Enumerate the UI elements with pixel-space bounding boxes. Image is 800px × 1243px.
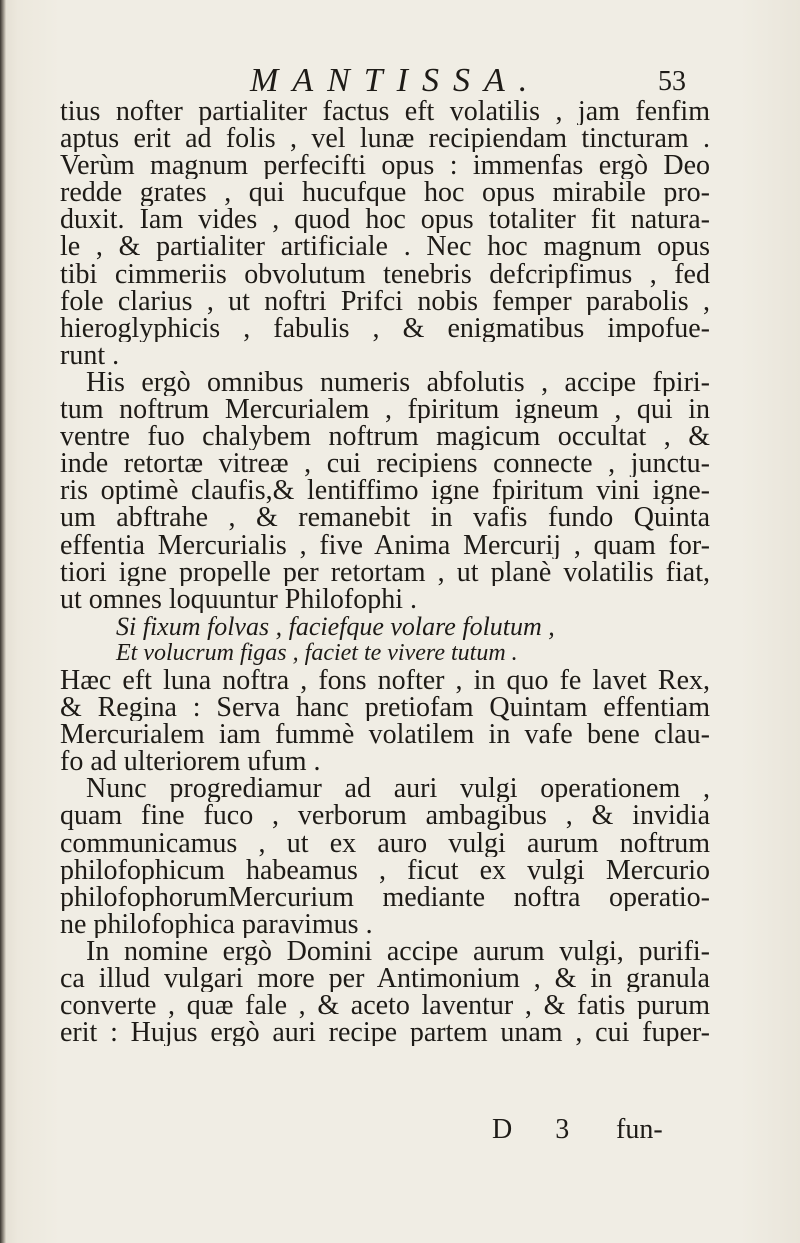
text-line: ca illud vulgari more per Antimonium , & in granula bbox=[60, 965, 710, 993]
text-line: aptus erit ad folis , vel lunæ recipiendam tincturam . bbox=[60, 125, 710, 153]
text-line: redde grates , qui hucufque hoc opus mirabile pro- bbox=[60, 179, 710, 207]
text-line: ris optimè claufis,& lentiffimo igne fpiritum vini igne- bbox=[60, 477, 710, 505]
text-line: tiori igne propelle per retortam , ut planè volatilis fiat, bbox=[60, 558, 710, 586]
text-line: His ergò omnibus numeris abfolutis , accipe fpiri- bbox=[86, 368, 710, 397]
text-line: & Regina : Serva hanc pretiofam Quintam effentiam bbox=[60, 694, 710, 722]
text-line: le , & partialiter artificiale . Nec hoc magnum opus bbox=[60, 233, 710, 261]
page-footer bbox=[60, 1114, 700, 1150]
text-line: inde retortæ vitreæ , cui recipiens connecte , junctu- bbox=[60, 450, 710, 478]
page-header bbox=[60, 62, 700, 102]
text-line: philofophicum habeamus , ficut ex vulgi Mercurio bbox=[60, 856, 710, 884]
text-line: hieroglyphicis , fabulis , & enigmatibus impofue- bbox=[60, 314, 710, 342]
text-line: philofophorumMercurium mediante noftra operatio- bbox=[60, 883, 710, 911]
text-line: Mercurialem iam fummè volatilem in vafe bene clau- bbox=[60, 721, 710, 749]
text-line: Nunc progrediamur ad auri vulgi operationem , bbox=[86, 775, 710, 803]
text-line: Et volucrum figas , faciet te vivere tutum . bbox=[116, 639, 518, 666]
text-line: um abftrahe , & remanebit in vafis fundo Quinta bbox=[60, 504, 710, 532]
page-number: 53 bbox=[658, 66, 686, 97]
book-spine-shadow bbox=[0, 0, 6, 1243]
text-line: duxit. Iam vides , quod hoc opus totaliter fit natura- bbox=[60, 206, 710, 234]
catchword: fun- bbox=[616, 1114, 663, 1145]
signature-mark: D 3 bbox=[492, 1114, 588, 1145]
text-line: tum noftrum Mercurialem , fpiritum igneum , qui in bbox=[60, 396, 710, 424]
text-line: ventre fuo chalybem noftrum magicum occultat , & bbox=[60, 423, 710, 451]
text-line: tius nofter partialiter factus eft volatilis , jam fenfim bbox=[60, 98, 710, 126]
text-line: runt . bbox=[60, 341, 120, 369]
text-line: converte , quæ fale , & aceto laventur , & fatis purum bbox=[60, 992, 710, 1020]
text-line: fo ad ulteriorem ufum . bbox=[60, 748, 321, 776]
text-line: In nomine ergò Domini accipe aurum vulgi, purifi- bbox=[86, 937, 710, 965]
text-line: communicamus , ut ex auro vulgi aurum noftrum bbox=[60, 829, 710, 857]
text-line: Si fixum folvas , faciefque volare folutum , bbox=[116, 612, 555, 640]
text-line: quam fine fuco , verborum ambagibus , & invidia bbox=[60, 802, 710, 830]
text-line: Hæc eft luna noftra , fons nofter , in quo fe lavet Rex, bbox=[60, 666, 710, 695]
running-title: MANTISSA. bbox=[250, 62, 542, 99]
text-line: tibi cimmeriis obvolutum tenebris defcripfimus , fed bbox=[60, 260, 710, 288]
text-line: fole clarius , ut noftri Prifci nobis femper parabolis , bbox=[60, 287, 710, 315]
text-line: effentia Mercurialis , five Anima Mercurij , quam for- bbox=[60, 531, 710, 559]
text-line: ne philofophica paravimus . bbox=[60, 910, 373, 938]
body-text bbox=[60, 98, 710, 1046]
text-line: ut omnes loquuntur Philofophi . bbox=[60, 585, 417, 613]
text-line: erit : Hujus ergò auri recipe partem unam , cui fuper- bbox=[60, 1019, 710, 1047]
text-line: Verùm magnum perfecifti opus : immenfas ergò Deo bbox=[60, 152, 710, 180]
